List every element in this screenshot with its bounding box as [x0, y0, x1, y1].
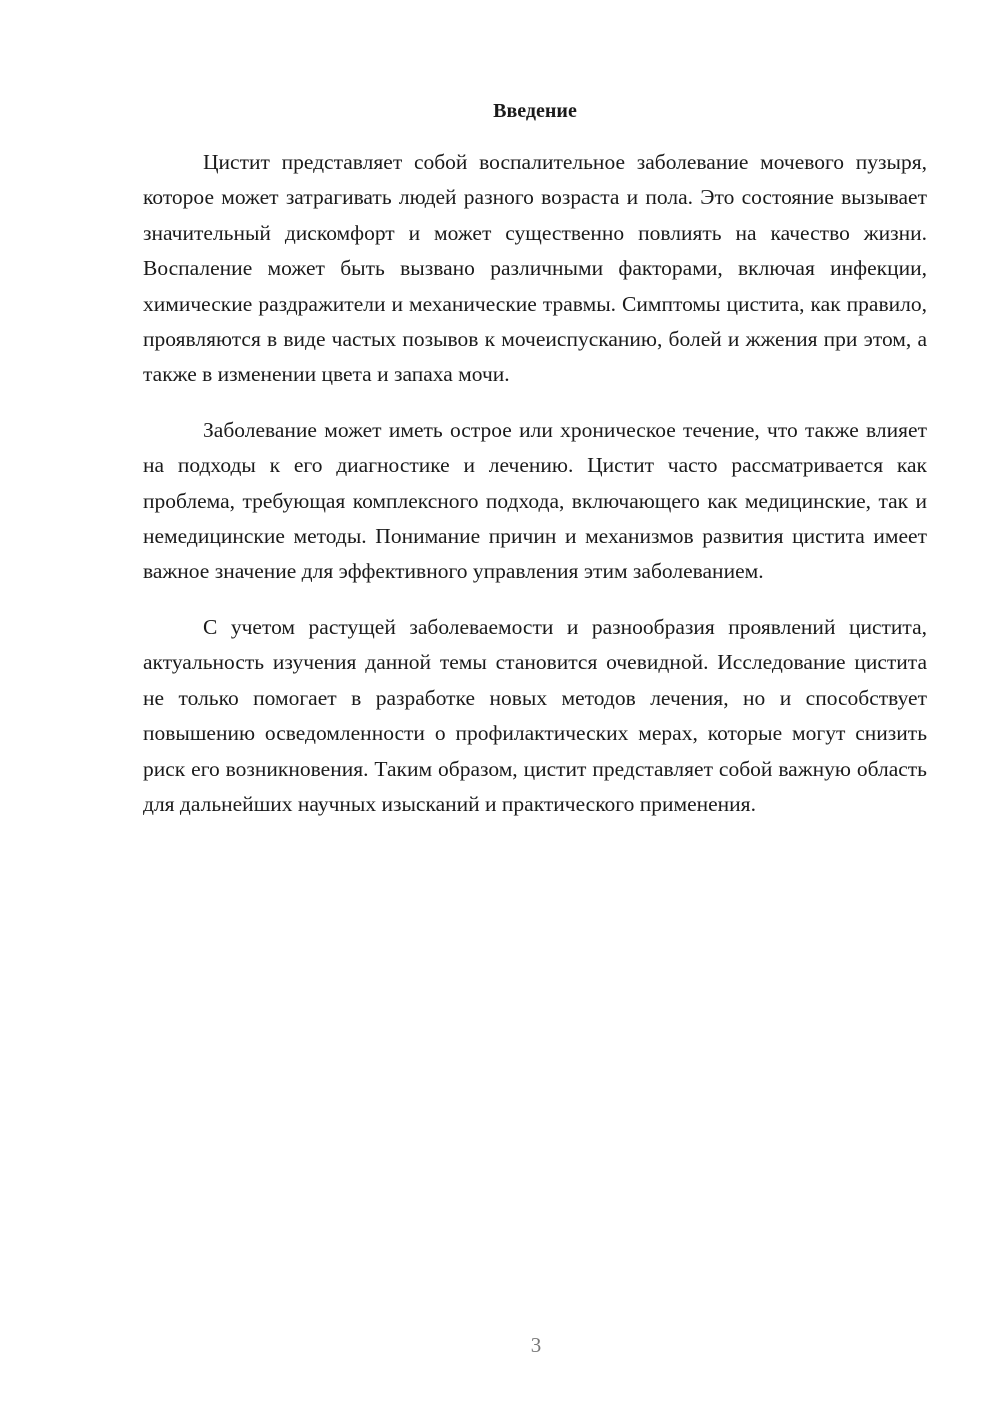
paragraph-2: Заболевание может иметь острое или хроническое течение, что также влияет на подходы к его диагностике и лечению. Цистит часто рассматривается как проблема, требующая комплексного подхода, включающего как медицинские, так и немедицинские методы. Понимание причин и механизмов развития цистита имеет важное значение для эффективного управления этим заболеванием. — [143, 417, 927, 584]
paragraph-1: Цистит представляет собой воспалительное заболевание мочевого пузыря, которое может затрагивать людей разного возраста и пола. Это состояние вызывает значительный дискомфорт и может существенно повлиять на качество жизни. Воспаление может быть вызвано различными факторами, включая инфекции, химические раздражители и механические травмы. Симптомы цистита, как правило, проявляются в виде частых позывов к мочеиспусканию, болей и жжения при этом, а также в изменении цвета и запаха мочи. — [143, 150, 927, 387]
page-number: 3 — [530, 1333, 542, 1357]
paragraph-3: С учетом растущей заболеваемости и разнообразия проявлений цистита, актуальность изучения данной темы становится очевидной. Исследование цистита не только помогает в разработке новых методов лечения, но и способствует повышению осведомленности о профилактических мерах, которые могут снизить риск его возникновения. Таким образом, цистит представляет собой важную область для дальнейших научных изысканий и практического применения. — [143, 614, 927, 816]
section-title: Введение — [493, 100, 577, 122]
page-content — [143, 95, 927, 842]
